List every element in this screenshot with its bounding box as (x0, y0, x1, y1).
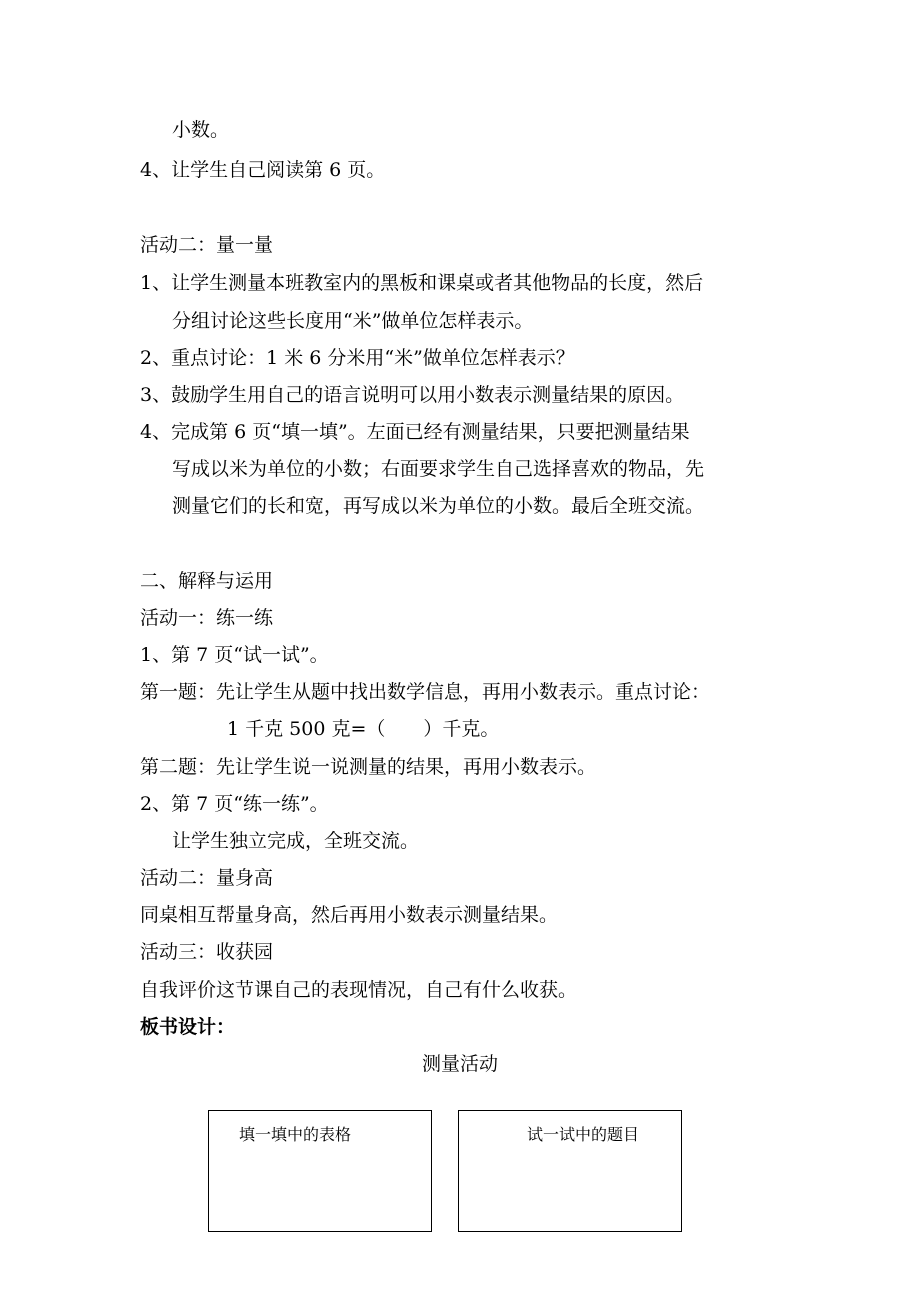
board-design-heading: 板书设计： (140, 1016, 236, 1038)
text-line: 3、鼓励学生用自己的语言说明可以用小数表示测量结果的原因。 (140, 384, 685, 406)
text-line: 同桌相互帮量身高，然后再用小数表示测量结果。 (140, 904, 559, 926)
text-line: 2、第 7 页“练一练”。 (140, 793, 329, 815)
section-heading: 活动二：量身高 (140, 867, 274, 889)
text-line: 测量它们的长和宽，再写成以米为单位的小数。最后全班交流。 (172, 495, 705, 517)
text-line: 小数。 (172, 119, 230, 141)
board-box-right (458, 1110, 682, 1232)
text-line: 1、第 7 页“试一试”。 (140, 644, 329, 666)
text-line: 让学生独立完成，全班交流。 (172, 830, 420, 852)
text-line: 写成以米为单位的小数；右面要求学生自己选择喜欢的物品，先 (172, 458, 705, 480)
section-heading: 活动二：量一量 (140, 234, 274, 256)
board-box-left (208, 1110, 432, 1232)
board-title: 测量活动 (421, 1053, 498, 1075)
section-heading: 活动一：练一练 (140, 607, 274, 629)
text-line: 第二题：先让学生说一说测量的结果，再用小数表示。 (140, 756, 597, 778)
board-box-left-label: 填一填中的表格 (239, 1125, 352, 1144)
text-line: 4、完成第 6 页“填一填”。左面已经有测量结果，只要把测量结果 (140, 421, 690, 443)
text-line: 1、让学生测量本班教室内的黑板和课桌或者其他物品的长度，然后 (140, 272, 704, 294)
section-heading: 活动三：收获园 (140, 941, 274, 963)
section-heading: 二、解释与运用 (140, 570, 274, 592)
text-line: 4、让学生自己阅读第 6 页。 (140, 159, 386, 181)
text-line: 自我评价这节课自己的表现情况，自己有什么收获。 (140, 979, 578, 1001)
text-line: 1 千克 500 克=（ ）千克。 (227, 718, 500, 740)
text-line: 2、重点讨论：1 米 6 分米用“米”做单位怎样表示？ (140, 347, 575, 369)
board-box-right-label: 试一试中的题目 (527, 1125, 640, 1144)
text-line: 分组讨论这些长度用“米”做单位怎样表示。 (172, 310, 534, 332)
text-line: 第一题：先让学生从题中找出数学信息，再用小数表示。重点讨论： (140, 681, 711, 703)
